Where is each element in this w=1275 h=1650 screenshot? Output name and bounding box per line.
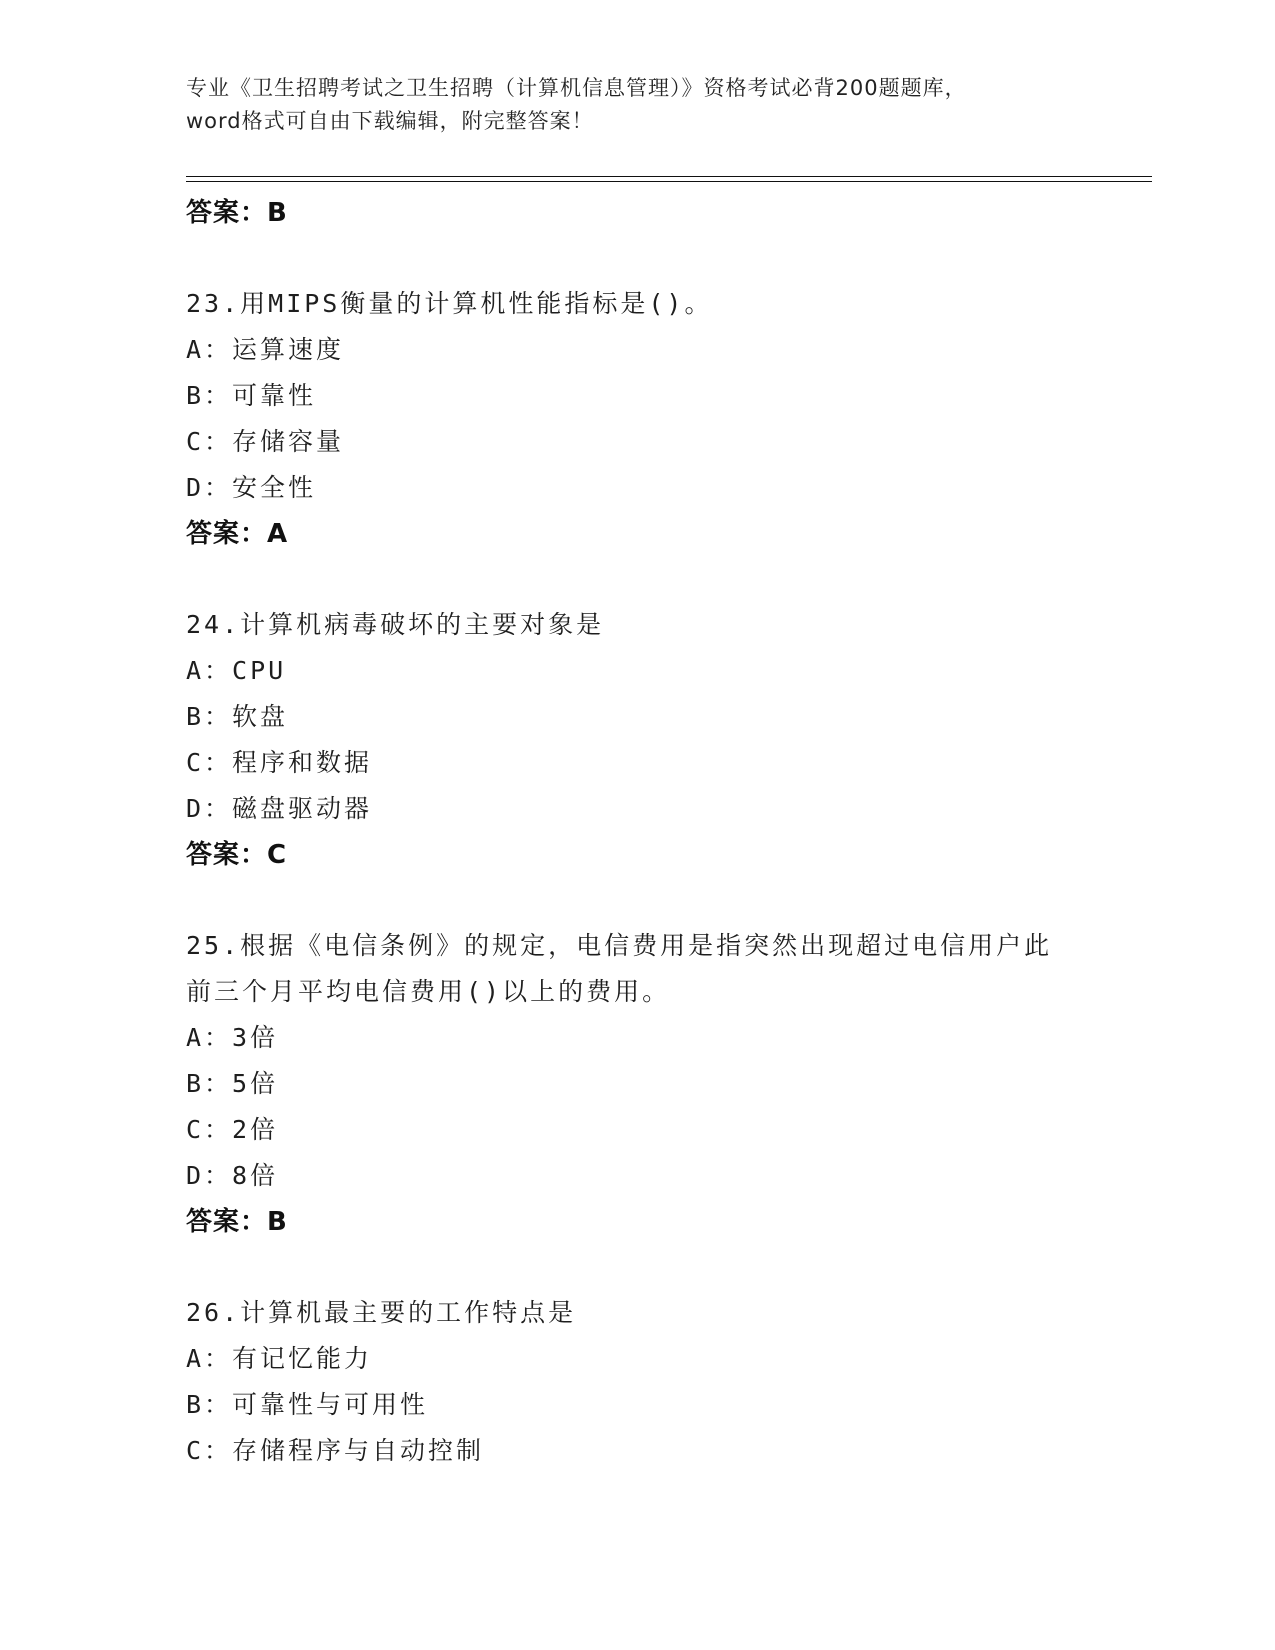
answer-label: 答案：B [186, 198, 288, 228]
option-b: B：可靠性 [186, 381, 317, 410]
answer-label: 答案：B [186, 1207, 288, 1237]
question-text: 25.根据《电信条例》的规定，电信费用是指突然出现超过电信用户此 [186, 931, 1053, 960]
option-a: A：CPU [186, 656, 287, 685]
question-text: 26.计算机最主要的工作特点是 [186, 1298, 577, 1327]
header-line-2: word格式可自由下载编辑，附完整答案！ [186, 109, 594, 133]
option-b: B：软盘 [186, 702, 289, 731]
question-text: 23.用MIPS衡量的计算机性能指标是()。 [186, 289, 713, 318]
option-a: A：有记忆能力 [186, 1344, 373, 1373]
option-b: B：可靠性与可用性 [186, 1390, 429, 1419]
question-23 [186, 281, 1086, 557]
question-24 [186, 602, 1086, 878]
question-25 [186, 923, 1086, 1245]
option-c: C：存储程序与自动控制 [186, 1436, 485, 1465]
option-a: A：3倍 [186, 1023, 279, 1052]
option-c: C：存储容量 [186, 427, 345, 456]
option-d: D：安全性 [186, 473, 317, 502]
question-list [186, 190, 1086, 1474]
answer-label: 答案：A [186, 519, 289, 549]
document-header [186, 72, 1066, 138]
option-d: D：8倍 [186, 1161, 279, 1190]
option-c: C：2倍 [186, 1115, 279, 1144]
option-a: A：运算速度 [186, 335, 345, 364]
option-c: C：程序和数据 [186, 748, 373, 777]
question-26 [186, 1290, 1086, 1474]
question-text-continued: 前三个月平均电信费用()以上的费用。 [186, 977, 671, 1006]
header-line-1: 专业《卫生招聘考试之卫生招聘（计算机信息管理）》资格考试必背200题题库， [186, 76, 967, 100]
option-d: D：磁盘驱动器 [186, 794, 373, 823]
header-divider-bottom [186, 181, 1152, 182]
option-b: B：5倍 [186, 1069, 279, 1098]
question-text: 24.计算机病毒破坏的主要对象是 [186, 610, 605, 639]
answer-label: 答案：C [186, 840, 288, 870]
header-divider-top [186, 176, 1152, 177]
